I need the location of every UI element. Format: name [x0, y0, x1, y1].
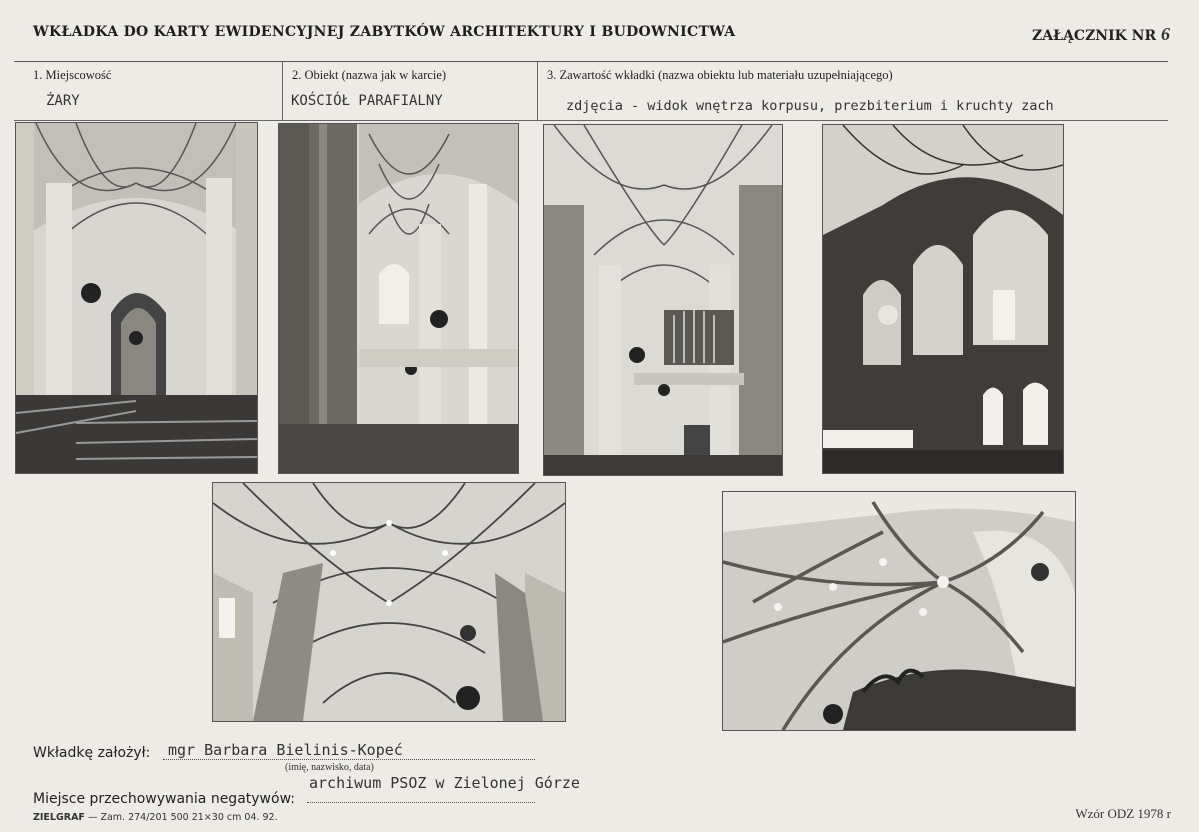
annex-number: 6 — [1161, 24, 1170, 44]
photo-chancel-arches — [822, 124, 1064, 474]
photo-nave-view — [15, 122, 258, 474]
founder-label: Wkładkę założył: — [33, 745, 151, 761]
contents-value: zdjęcia - widok wnętrza korpusu, prezbiterium i kruchty zach — [566, 98, 1054, 114]
annex-label — [1032, 24, 1170, 45]
printer-info — [33, 812, 278, 823]
printer-name: ZIELGRAF — [33, 812, 85, 823]
storage-dotted-line — [307, 802, 535, 803]
locality-label: 1. Miejscowość — [33, 68, 112, 82]
header-rule-bottom — [14, 120, 1168, 121]
founder-dotted-line — [163, 759, 535, 760]
locality-value: ŻARY — [46, 93, 80, 109]
storage-label: Miejsce przechowywania negatywów: — [33, 791, 295, 807]
document-title: WKŁADKA DO KARTY EWIDENCYJNEJ ZABYTKÓW ARCHITEKTURY I BUDOWNICTWA — [33, 24, 736, 40]
storage-value: archiwum PSOZ w Zielonej Górze — [309, 774, 580, 792]
printer-order: — Zam. 274/201 500 21×30 cm 04. 92. — [84, 812, 278, 823]
photo-vault-detail — [722, 491, 1076, 731]
field-divider-1 — [282, 62, 283, 120]
contents-label: 3. Zawartość wkładki (nazwa obiektu lub materiału uzupełniającego) — [547, 68, 893, 82]
field-divider-2 — [537, 62, 538, 120]
founder-value: mgr Barbara Bielinis-Kopeć — [168, 741, 403, 759]
annex-label-text: ZAŁĄCZNIK NR — [1032, 28, 1157, 44]
founder-hint: (imię, nazwisko, data) — [285, 762, 374, 773]
photo-organ-loft — [543, 124, 783, 476]
photo-pillar-vault — [278, 123, 519, 474]
header-rule-top — [14, 61, 1168, 62]
object-label: 2. Obiekt (nazwa jak w karcie) — [292, 68, 447, 82]
form-version: Wzór ODZ 1978 r — [1075, 806, 1171, 821]
photo-ribbed-vault — [212, 482, 566, 722]
object-value: KOŚCIÓŁ PARAFIALNY — [291, 93, 443, 109]
